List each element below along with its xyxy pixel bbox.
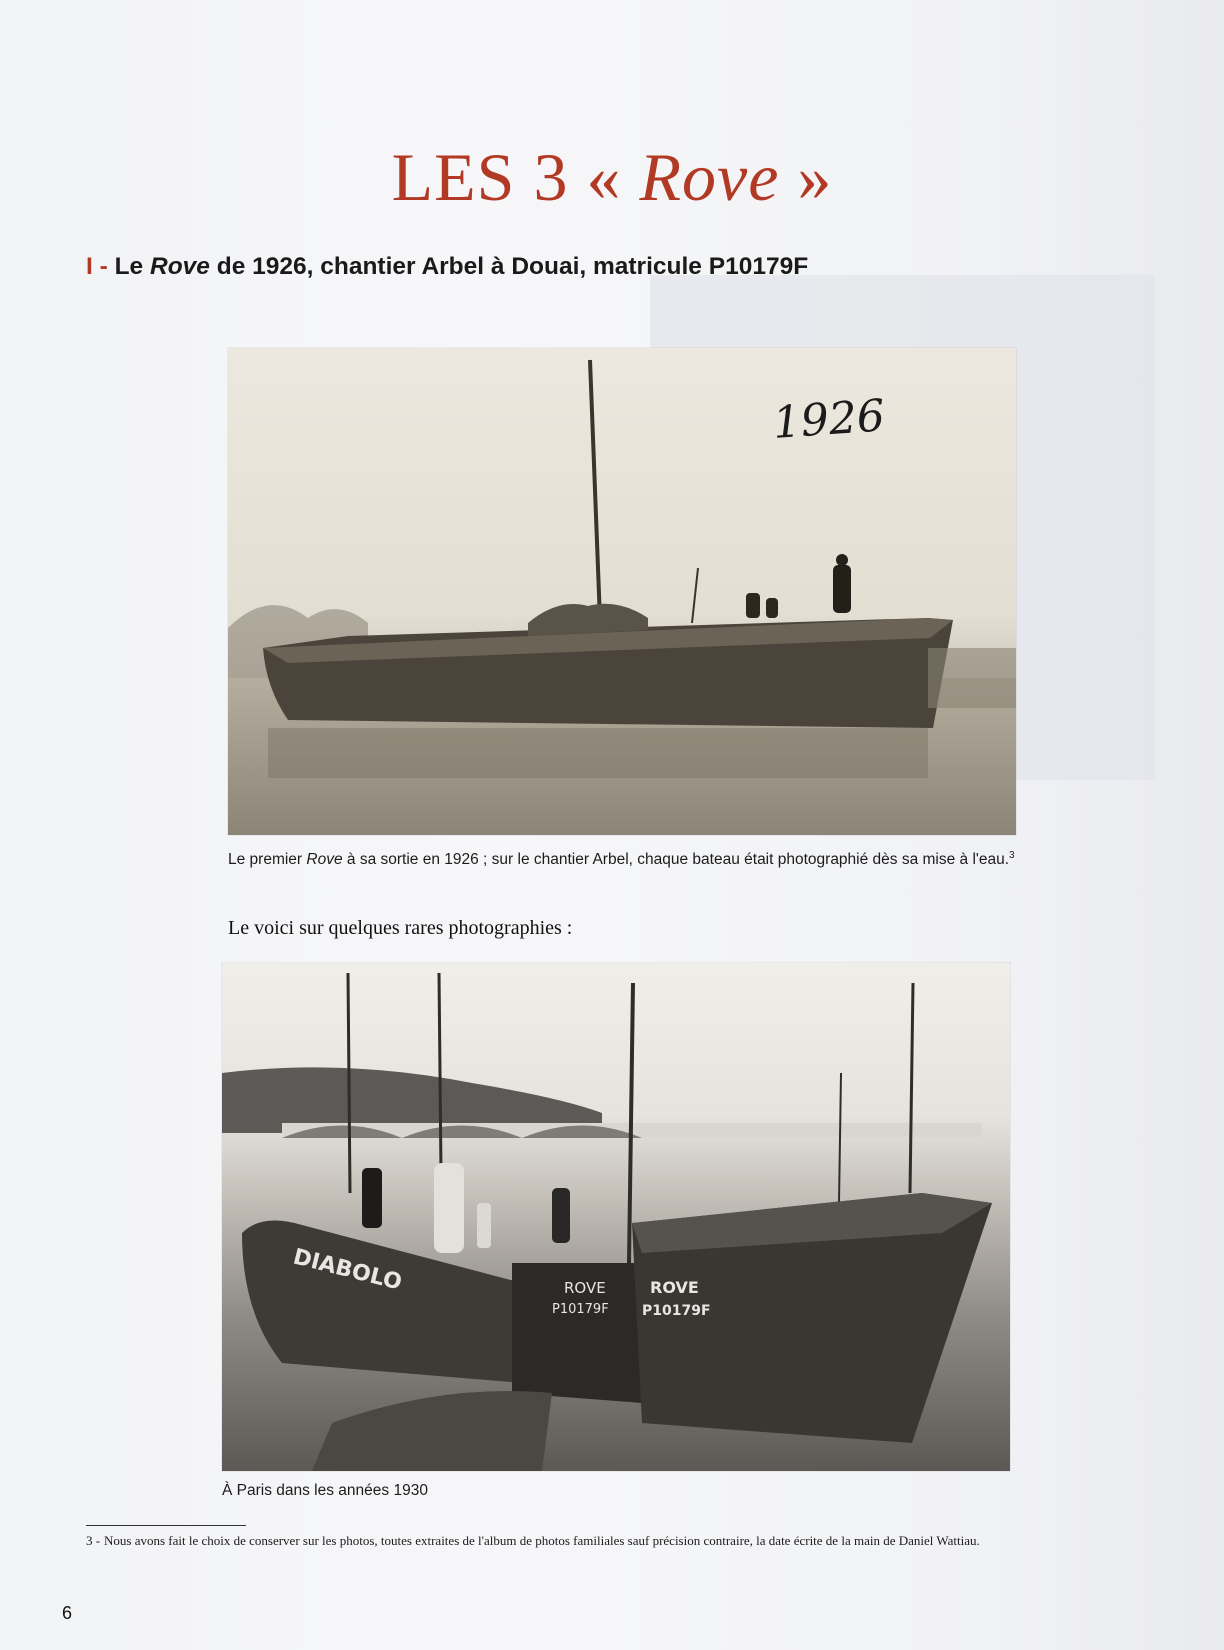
reflection (268, 728, 928, 778)
section-rest: de 1926, chantier Arbel à Douai, matricule P10179F (216, 253, 809, 280)
boat-reg-rove-left: P10179F (552, 1302, 609, 1317)
section-marker: I - (86, 253, 108, 280)
photo-paris-drawing (222, 963, 1010, 1471)
title-name: Rove (639, 139, 780, 215)
photo-rove-1926 (228, 348, 1016, 835)
handwritten-year: 1926 (771, 390, 887, 449)
boat-name-rove-right: ROVE (650, 1278, 699, 1297)
child (477, 1203, 491, 1248)
person-a (362, 1168, 382, 1228)
section-heading (86, 253, 808, 281)
mast (590, 360, 600, 620)
caption-photo-paris: À Paris dans les années 1930 (222, 1482, 428, 1499)
title-prefix: LES 3 « (391, 139, 622, 215)
boom (692, 568, 698, 623)
mast-1 (348, 973, 350, 1193)
bridge-arches (282, 1126, 642, 1139)
boat-name-diabolo: DIABOLO (290, 1244, 405, 1296)
lead-text: Le voici sur quelques rares photographies : (228, 917, 573, 939)
mast-4 (910, 983, 913, 1193)
section-prefix: Le (114, 253, 144, 280)
shed (928, 648, 1016, 708)
footnote-3 (86, 1533, 1076, 1549)
person-white-dress (434, 1163, 464, 1253)
mast-3 (629, 983, 633, 1263)
mast-2 (439, 973, 441, 1173)
person-head (836, 554, 848, 566)
person-2 (766, 598, 778, 618)
caption1-part1: Le premier (228, 851, 303, 869)
person-standing (833, 565, 851, 613)
mast-5 (839, 1073, 841, 1203)
person-1 (746, 593, 760, 618)
footnote-text: Nous avons fait le choix de conserver sur les photos, toutes extraites de l'album de photos familiales sauf précision contraire, la date écrite de la main de Daniel Wattiau. (104, 1533, 980, 1548)
caption1-note-ref: 3 (1009, 850, 1015, 861)
footnote-number: 3 - (86, 1533, 101, 1548)
caption1-part2: à sa sortie en 1926 ; sur le chantier Arbel, chaque bateau était photographié dès sa mise à l'eau. (346, 851, 1010, 869)
boat-reg-rove-right: P10179F (642, 1303, 711, 1319)
page-number: 6 (62, 1603, 73, 1623)
title-suffix: » (797, 139, 833, 215)
caption-photo-1926 (228, 846, 1018, 870)
page-title (0, 138, 1224, 217)
footnote-rule (86, 1525, 246, 1526)
rowboat (312, 1391, 552, 1471)
person-b (552, 1188, 570, 1243)
caption1-name: Rove (306, 851, 343, 869)
photo-paris-1930s (222, 963, 1010, 1471)
photo-rove-1926-drawing (228, 348, 1016, 835)
section-name: Rove (150, 253, 210, 280)
boat-name-rove-left: ROVE (564, 1279, 606, 1297)
